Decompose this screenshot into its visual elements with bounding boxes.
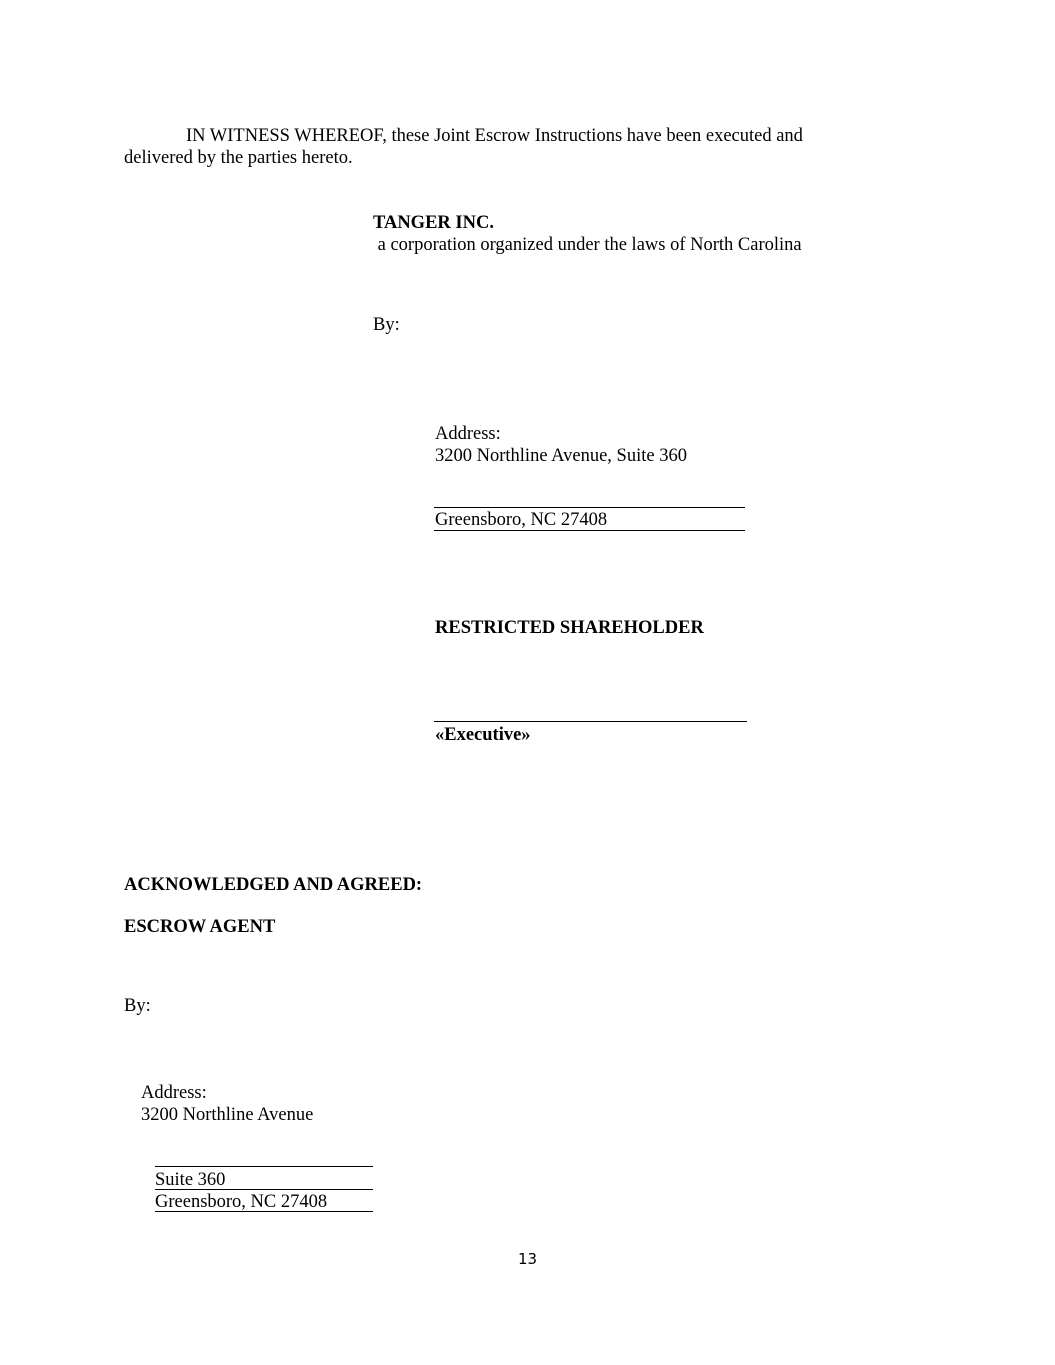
shareholder-signature-line [434,721,747,722]
escrow-address-rule-middle [155,1189,373,1190]
shareholder-heading: RESTRICTED SHAREHOLDER [435,618,704,638]
company-description: a corporation organized under the laws of North Carolina [373,235,802,255]
page-number: 13 [518,1250,538,1268]
escrow-address-rule-top [155,1166,373,1167]
company-address-rule-bottom [434,530,745,531]
escrow-address-label: Address: [141,1083,207,1103]
company-address-line-2: Greensboro, NC 27408 [435,510,608,530]
escrow-address-line-2: Suite 360 [155,1170,226,1190]
company-address-line-1: 3200 Northline Avenue, Suite 360 [435,446,687,466]
shareholder-name-field: «Executive» [435,725,531,745]
escrow-agent-label: ESCROW AGENT [124,917,276,937]
company-address-label: Address: [435,424,501,444]
witness-line-1: IN WITNESS WHEREOF, these Joint Escrow Instructions have been executed and [186,126,803,146]
company-by-label: By: [373,315,400,335]
escrow-by-label: By: [124,996,151,1016]
witness-line-2: delivered by the parties hereto. [124,148,353,168]
escrow-address-line-3: Greensboro, NC 27408 [155,1192,328,1212]
company-address-rule-top [434,507,745,508]
escrow-address-rule-bottom [155,1211,373,1212]
escrow-address-line-1: 3200 Northline Avenue [141,1105,314,1125]
acknowledged-heading: ACKNOWLEDGED AND AGREED: [124,875,423,895]
company-name: TANGER INC. [373,213,494,233]
